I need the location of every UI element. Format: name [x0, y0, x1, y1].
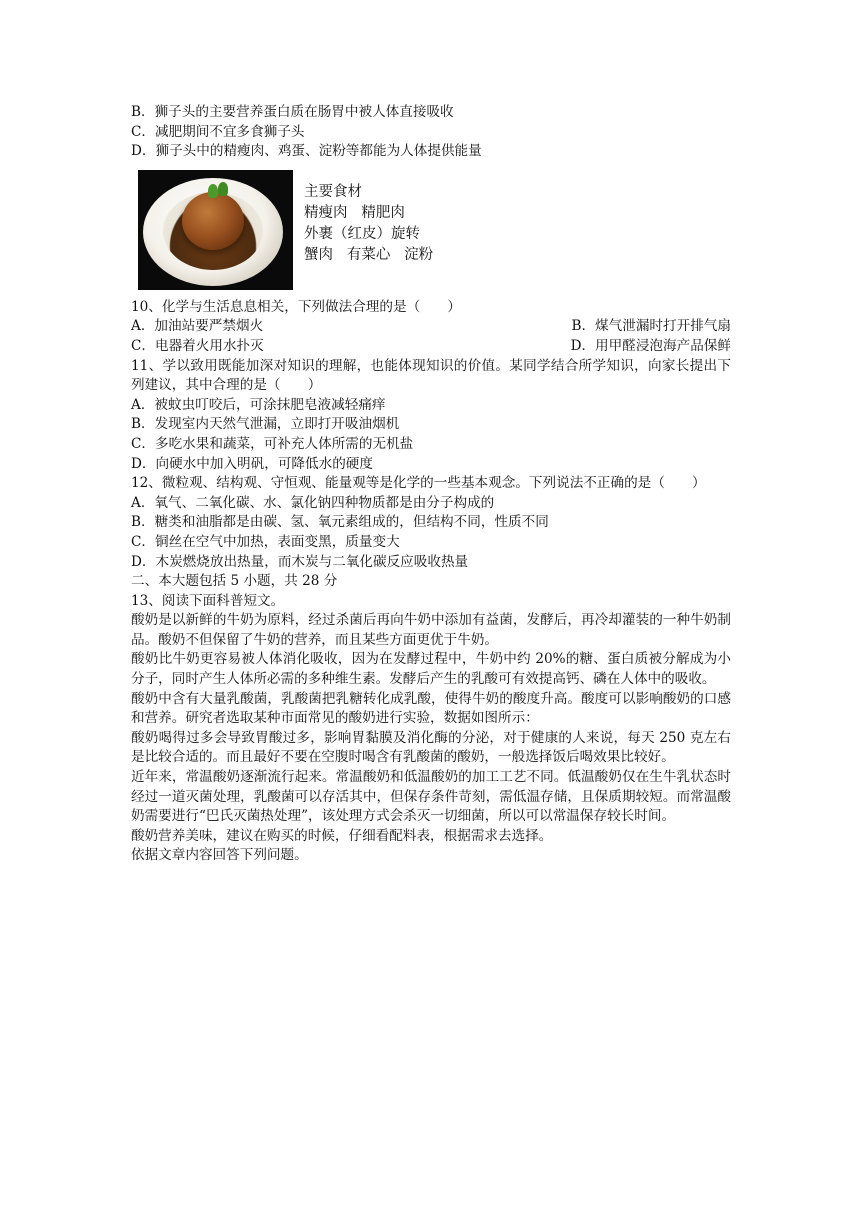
exam-page: [131, 103, 731, 866]
q10-option-d: D．用甲醛浸泡海产品保鲜: [570, 337, 731, 354]
lion-head-figure: [138, 170, 731, 290]
q12-option-a: A．氧气、二氧化碳、水、氯化钠四种物质都是由分子构成的: [131, 494, 495, 511]
q11-option-b: B．发现室内天然气泄漏，立即打开吸油烟机: [131, 416, 400, 433]
section-heading: 二、本大题包括 5 小题，共 28 分: [131, 573, 338, 590]
article-paragraph: 酸奶营养美味，建议在购买的时候，仔细看配料表，根据需求去选择。: [131, 827, 553, 844]
ingredient-list: [304, 182, 433, 266]
q13-stem: 13、阅读下面科普短文。: [131, 592, 285, 609]
q9-option-b: B．狮子头的主要营养蛋白质在肠胃中被人体直接吸收: [131, 104, 454, 120]
q10-option-a: A．加油站要严禁烟火: [131, 318, 264, 335]
q11-option-d: D．向硬水中加入明矾，可降低水的硬度: [131, 455, 373, 472]
q10-stem: 10、化学与生活息息相关，下列做法合理的是（ ）: [131, 298, 461, 315]
lion-head-dish-photo: [138, 170, 293, 290]
ingredient-line: 精瘦肉 精肥肉: [304, 204, 405, 221]
article-paragraph: 酸奶比牛奶更容易被人体消化吸收，因为在发酵过程中，牛奶中约 20%的糖、蛋白质被分解成为小分子，同时产生人体所必需的多种维生素。发酵后产生的乳酸可有效提高钙、磷在人体中的吸收。: [131, 651, 731, 688]
article-paragraph: 酸奶中含有大量乳酸菌，乳酸菌把乳糖转化成乳酸，使得牛奶的酸度升高。酸度可以影响酸奶的口感和营养。研究者选取某种市面常见的酸奶进行实验，数据如图所示：: [131, 690, 731, 727]
article-paragraph: 酸奶喝得过多会导致胃酸过多，影响胃黏膜及消化酶的分泌，对于健康的人来说，每天 250 克左右是比较合适的。而且最好不要在空腹时喝含有乳酸菌的酸奶，一般选择饭后喝效果比较好。: [131, 729, 731, 766]
ingredient-line: 外裹（红皮）旋转: [304, 225, 420, 242]
q12-option-b: B．糖类和油脂都是由碳、氢、氧元素组成的，但结构不同，性质不同: [131, 514, 549, 531]
q10-options-row-1: [131, 317, 731, 337]
article-paragraph: 依据文章内容回答下列问题。: [131, 847, 308, 864]
article-paragraph: 酸奶是以新鲜的牛奶为原料，经过杀菌后再向牛奶中添加有益菌，发酵后，再冷却灌装的一种牛奶制品。酸奶不但保留了牛奶的营养，而且某些方面更优于牛奶。: [131, 612, 731, 648]
q9-option-c: C．减肥期间不宜多食狮子头: [131, 123, 305, 140]
q12-option-c: C．铜丝在空气中加热，表面变黑，质量变大: [131, 533, 400, 550]
q9-option-d: D．狮子头中的精瘦肉、鸡蛋、淀粉等都能为人体提供能量: [131, 143, 482, 160]
q11-option-c: C．多吃水果和蔬菜，可补充人体所需的无机盐: [131, 435, 414, 452]
q11-option-a: A．被蚊虫叮咬后，可涂抹肥皂液减轻痛痒: [131, 396, 386, 413]
q12-stem: 12、微粒观、结构观、守恒观、能量观等是化学的一些基本观念。下列说法不正确的是（ ）: [131, 475, 706, 492]
q11-stem: 11、学以致用既能加深对知识的理解，也能体现知识的价值。某同学结合所学知识，向家长提出下列建议，其中合理的是（ ）: [131, 357, 731, 394]
q12-option-d: D．木炭燃烧放出热量，而木炭与二氧化碳反应吸收热量: [131, 553, 469, 570]
ingredient-line: 蟹肉 有菜心 淀粉: [304, 246, 434, 263]
q10-option-b: B．煤气泄漏时打开排气扇: [571, 318, 731, 335]
q10-option-c: C．电器着火用水扑灭: [131, 337, 264, 354]
q10-options-row-2: [131, 337, 731, 357]
ingredient-title: 主要食材: [304, 183, 362, 200]
article-paragraph: 近年来，常温酸奶逐渐流行起来。常温酸奶和低温酸奶的加工工艺不同。低温酸奶仅在生牛乳状态时经过一道灭菌处理，乳酸菌可以存活其中，但保存条件苛刻，需低温存储，且保质期较短。而常温酸奶需要进行“巴氏灭菌热处理”，该处理方式会杀灭一切细菌，所以可以常温保存较长时间。: [131, 769, 731, 825]
